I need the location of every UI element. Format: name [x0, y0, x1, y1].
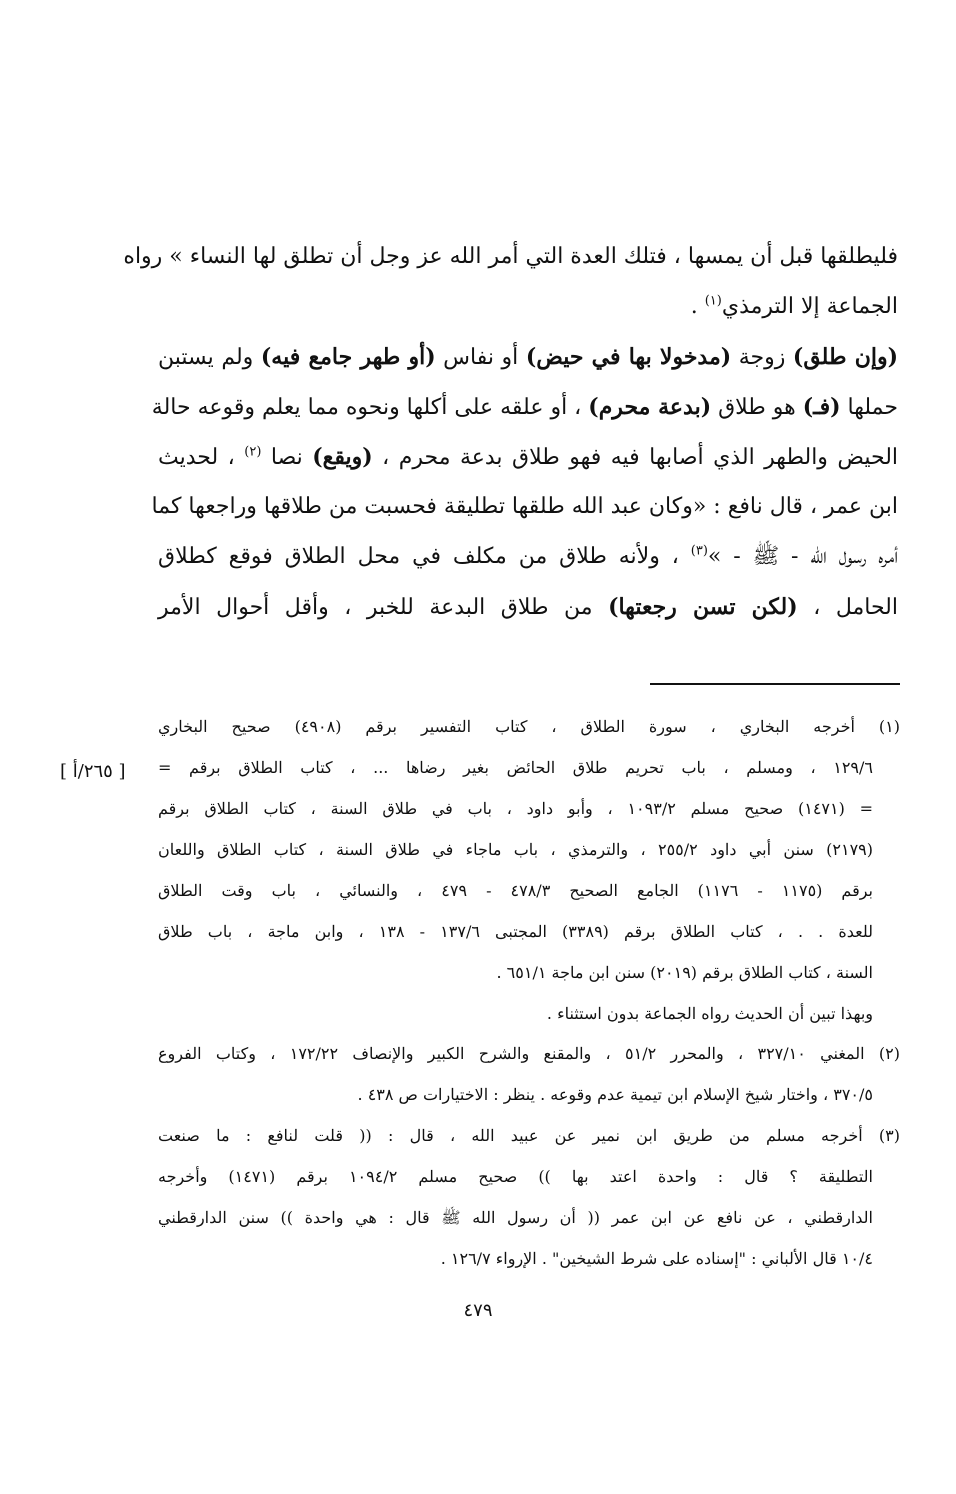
text-line [123, 232, 898, 282]
commentary-text: من طلاق البدعة للخبر ، وأقل أحوال الأمر [158, 595, 609, 620]
footnote-marker: (١) [704, 293, 722, 309]
commentary-text: نصا [261, 445, 313, 470]
footnote-marker: (٢) [244, 444, 262, 460]
footnote-line: ٣٧٠/٥ ، واختار شيخ الإسلام ابن تيمية عدم وقوعه . ينظر : الاختيارات ص ٤٣٨ . [357, 1085, 873, 1104]
footnote-line: السنة ، كتاب الطلاق برقم (٢٠١٩) سنن ابن ماجة ٦٥١/١ . [496, 963, 873, 982]
footnote-line: الدارقطني ، عن نافع عن ابن عمر (( أن رسول الله ﷺ قال : هي واحدة )) سنن الدارقطني [158, 1208, 873, 1227]
matn-text: (أو طهر جامع فيه) [260, 344, 436, 370]
matn-text: (مدخولا بها في حيض) [525, 344, 732, 370]
main-text [123, 232, 899, 632]
footnote-line: (٢١٧٩) سنن أبي داود ٢٥٥/٢ ، والترمذي ، باب ماجاء في طلاق السنة ، كتاب الطلاق واللعان [158, 840, 874, 859]
footnote-separator [650, 683, 900, 685]
commentary-text: أو نفاس [435, 345, 526, 370]
manuscript-folio-reference: [ ٢٦٥/أ ] [60, 761, 126, 782]
matn-text: (ويقع) [312, 444, 373, 470]
text-line [151, 482, 898, 532]
commentary-text: الحيض والطهر الذي أصابها فيه فهو طلاق بدعة محرم ، [372, 445, 899, 470]
footnote-line: وبهذا تبين أن الحديث رواه الجماعة بدون استثناء . [546, 1004, 873, 1023]
commentary-text: ، ولأنه طلاق من مكلف في محل الطلاق فوقع كطلاق [158, 544, 691, 569]
text-line [158, 432, 898, 482]
commentary-text: ، لحديث [158, 445, 245, 470]
text-line [158, 332, 898, 382]
footnote-line: (٢) المغني ٣٢٧/١٠ ، والمحرر ٥١/٢ ، والمقنع والشرح الكبير والإنصاف ١٧٢/٢٢ ، وكتاب الفروع [158, 1044, 900, 1063]
commentary-text: . [690, 294, 705, 319]
commentary-text: فليطلقها قبل أن يمسها ، فتلك العدة التي أمر الله عز وجل أن تطلق لها النساء » رواه [123, 244, 898, 269]
commentary-text: هو طلاق [711, 395, 803, 420]
text-line [158, 582, 898, 632]
footnotes [158, 706, 900, 1279]
footnote-line: ١٢٩/٦ ، ومسلم ، باب تحريم طلاق الحائض بغير رضاها ... ، كتاب الطلاق برقم = [158, 758, 873, 777]
commentary-text: ، أو علقه على أكلها ونحوه مما يعلم وقوعه حالة [151, 395, 589, 420]
matn-text: (لكن تسن رجعتها) [608, 594, 798, 620]
commentary-text: ولم يستبن [158, 345, 261, 370]
footnote-line: = (١٤٧١) صحيح مسلم ١٠٩٣/٢ ، وأبو داود ، باب في طلاق السنة ، كتاب الطلاق برقم [158, 799, 874, 818]
matn-text: (بدعة محرم) [588, 394, 712, 420]
commentary-text: حملها [840, 395, 898, 420]
footnote-line: (١) أخرجه البخاري ، سورة الطلاق ، كتاب التفسير برقم (٤٩٠٨) صحيح البخاري [158, 717, 900, 736]
footnote-line: (٣) أخرجه مسلم من طريق ابن نمير عن عبيد الله ، قال : (( قلت لنافع : ما صنعت [158, 1126, 900, 1145]
page-number: ٤٧٩ [463, 1300, 493, 1321]
text-line [158, 282, 898, 332]
commentary-text: الحامل ، [797, 595, 898, 620]
text-line [151, 382, 898, 432]
footnote-line: للعدة . . ، كتاب الطلاق برقم (٣٣٨٩) المجتبى ١٣٧/٦ - ١٣٨ ، وابن ماجة ، باب طلاق [158, 922, 874, 941]
footnote-line: ١٠/٤ قال الألباني : "إسناده على شرط الشيخين" . الإرواء ١٢٦/٧ . [440, 1249, 873, 1268]
matn-text: (وإن طلق) [792, 344, 898, 370]
footnote-line: برقم (١١٧٥ - ١١٧٦) الجامع الصحيح ٤٧٨/٣ - ٤٧٩ ، والنسائي ، باب وقت الطلاق [158, 881, 874, 900]
commentary-text: أمره رسول الله - ﷺ - » [707, 544, 899, 569]
commentary-text: الجماعة إلا الترمذي [721, 294, 898, 319]
commentary-text: زوجة [731, 345, 793, 370]
footnote-marker: (٣) [690, 543, 708, 559]
matn-text: (فـ) [802, 394, 841, 420]
text-line [158, 532, 898, 582]
footnote-line: التطليقة ؟ قال : واحدة اعتد بها )) صحيح مسلم ١٠٩٤/٢ برقم (١٤٧١) وأخرجه [158, 1167, 873, 1186]
commentary-text: ابن عمر ، قال نافع : «وكان عبد الله طلقها تطليقة فحسبت من طلاقها وراجعها كما [151, 494, 898, 519]
